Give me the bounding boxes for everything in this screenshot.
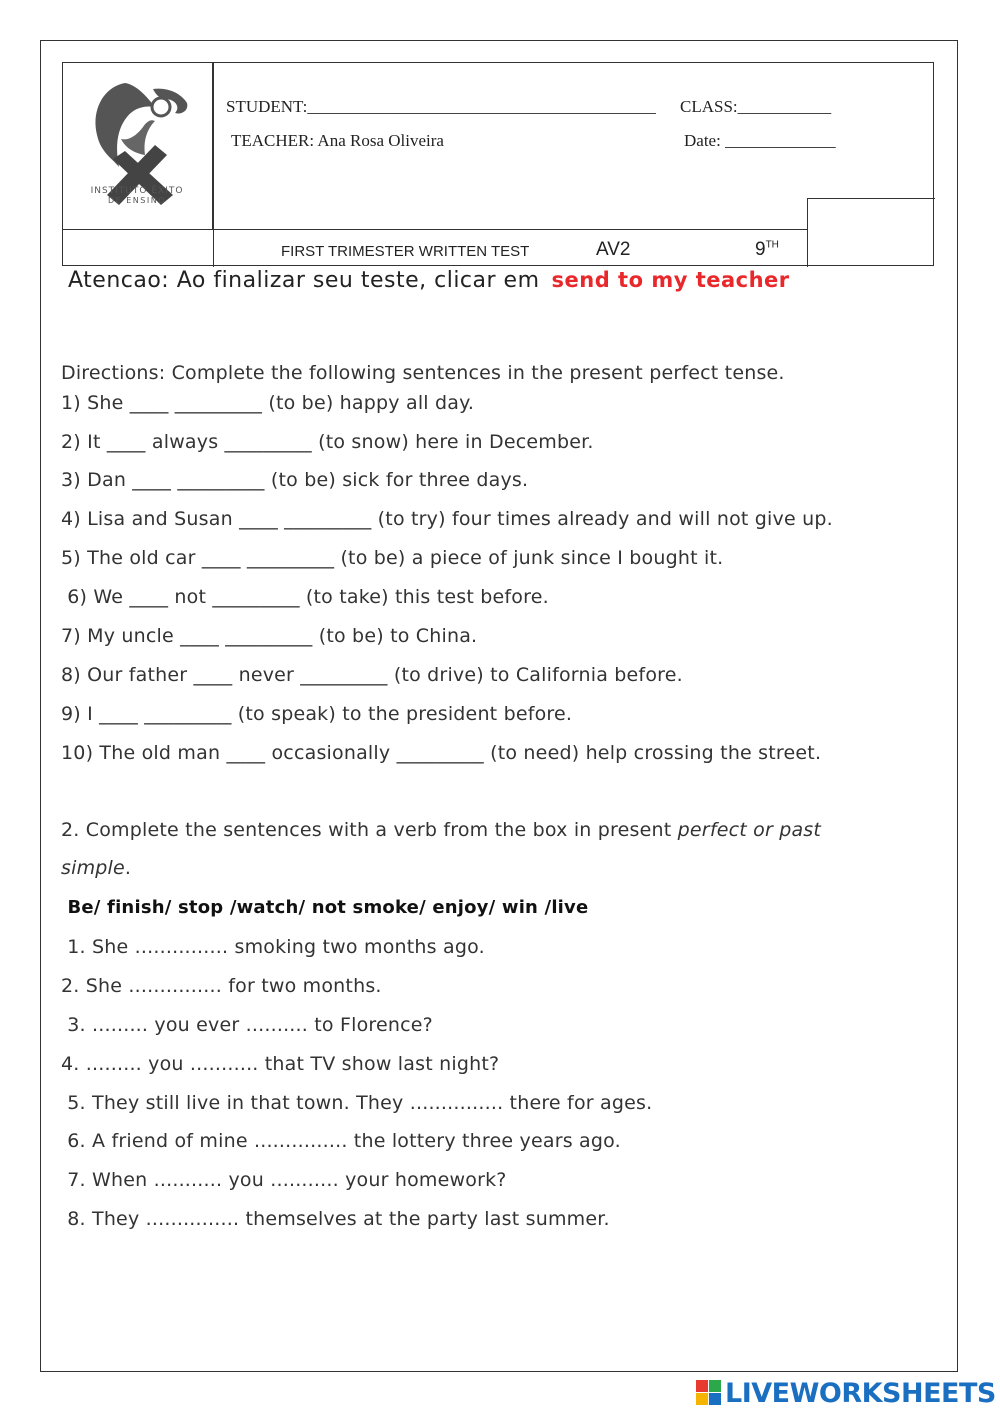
- logo-text-2: DE ENSINO: [107, 196, 167, 205]
- date-field: Date: _____________: [684, 131, 836, 150]
- section2-item: 2. She ............... for two months.: [61, 975, 382, 997]
- section1-item: 7) My uncle ____ _________ (to be) to China.: [61, 625, 478, 647]
- grade-label: [755, 239, 779, 261]
- section1-item: 2) It ____ always _________ (to snow) here in December.: [61, 431, 594, 453]
- grade-box: [807, 198, 935, 267]
- section1-item: 3) Dan ____ _________ (to be) sick for three days.: [61, 469, 529, 491]
- section1-directions: Directions: Complete the following sentences in the present perfect tense.: [61, 362, 785, 384]
- section2-item: 8. They ............... themselves at the party last summer.: [61, 1208, 610, 1230]
- section1-item: 1) She ____ _________ (to be) happy all day.: [61, 392, 475, 414]
- header-divider-horizontal: [63, 229, 807, 230]
- school-logo: [63, 63, 213, 229]
- section1-item: 9) I ____ _________ (to speak) to the president before.: [61, 703, 573, 725]
- verb-box: Be/ finish/ stop /watch/ not smoke/ enjoy/ win /live: [61, 897, 589, 918]
- section2-item: 6. A friend of mine ............... the lottery three years ago.: [61, 1130, 621, 1152]
- section2-instruction-a: 2. Complete the sentences with a verb from the box in present: [61, 819, 678, 841]
- liveworksheets-brand: LIVEWORKSHEETS: [725, 1378, 996, 1409]
- liveworksheets-logo: [696, 1378, 996, 1409]
- logo-cell: [63, 63, 213, 229]
- grade-number: 9: [755, 239, 766, 260]
- teacher-field: TEACHER: Ana Rosa Oliveira: [231, 131, 444, 150]
- class-field: CLASS:___________: [680, 97, 832, 116]
- section2-item: 7. When ........... you ........... your homework?: [61, 1169, 507, 1191]
- section2-instruction-cont: [61, 857, 131, 879]
- notice-text: Atencao: Ao finalizar seu teste, clicar em: [68, 268, 540, 293]
- section1-item: 8) Our father ____ never _________ (to drive) to California before.: [61, 664, 683, 686]
- notice: [68, 268, 790, 293]
- section2-instruction: [61, 819, 821, 841]
- section2-instruction-d: .: [124, 857, 132, 879]
- section2-item: 1. She ............... smoking two months ago.: [61, 936, 485, 958]
- send-to-teacher-note: send to my teacher: [551, 268, 790, 292]
- logo-text-1: INSTITUTO ÊXITO: [90, 186, 184, 196]
- section2-instruction-c: simple: [61, 857, 125, 879]
- section2-instruction-b: perfect or past: [677, 819, 822, 841]
- student-field: STUDENT:_________________________________________: [226, 97, 656, 116]
- grade-suffix: TH: [765, 239, 779, 251]
- section2-item: 3. ......... you ever .......... to Florence?: [61, 1014, 433, 1036]
- section2-item: 4. ......... you ........... that TV show last night?: [61, 1053, 500, 1075]
- av-label: AV2: [596, 239, 631, 260]
- section1-item: 6) We ____ not _________ (to take) this test before.: [61, 586, 549, 608]
- section2-item: 5. They still live in that town. They ............... there for ages.: [61, 1092, 653, 1114]
- section1-item: 10) The old man ____ occasionally _________ (to need) help crossing the street.: [61, 742, 822, 764]
- section1-item: 4) Lisa and Susan ____ _________ (to try) four times already and will not give up.: [61, 508, 833, 530]
- header-table: [62, 62, 934, 266]
- section1-item: 5) The old car ____ _________ (to be) a piece of junk since I bought it.: [61, 547, 724, 569]
- liveworksheets-icon: [696, 1380, 722, 1406]
- test-title: FIRST TRIMESTER WRITTEN TEST: [281, 243, 530, 260]
- header-divider-vertical: [213, 63, 214, 267]
